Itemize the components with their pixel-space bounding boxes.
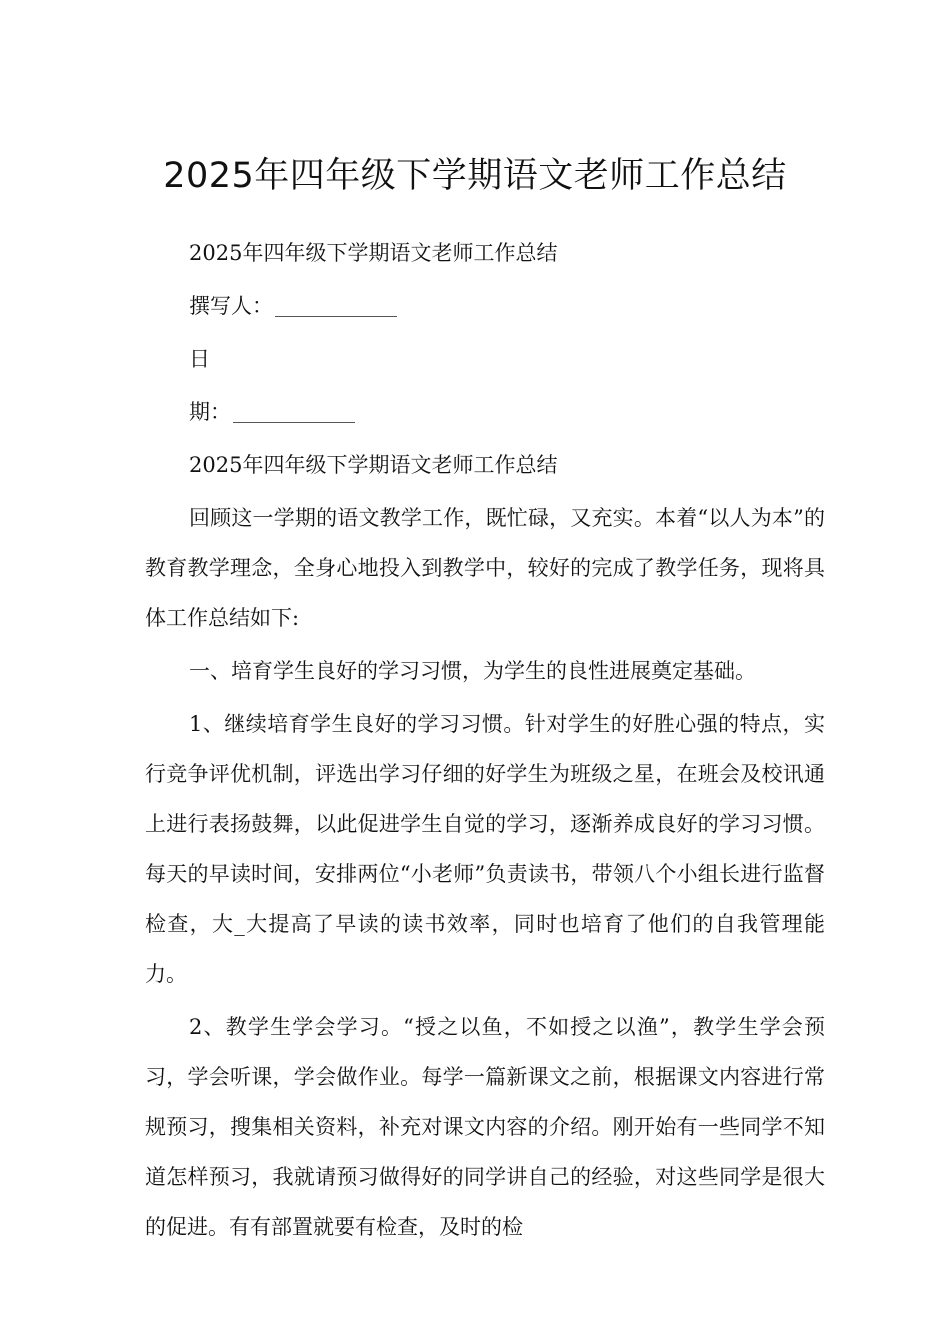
- document-title: 2025年四年级下学期语文老师工作总结: [163, 156, 787, 197]
- date-label-line: 日: [189, 347, 210, 371]
- author-blank: [275, 294, 397, 317]
- section-heading-1: 一、培育学生良好的学习习惯，为学生的良性进展奠定基础。: [189, 659, 756, 683]
- author-line: [145, 281, 825, 331]
- subtitle-line: 2025年四年级下学期语文老师工作总结: [189, 241, 558, 265]
- date-blank: [233, 400, 355, 423]
- author-label: 撰写人：: [189, 294, 273, 318]
- subtitle-line-repeat: 2025年四年级下学期语文老师工作总结: [189, 453, 558, 477]
- date-line: [145, 387, 825, 437]
- paragraph-intro: 回顾这一学期的语文教学工作，既忙碌，又充实。本着“以人为本”的教育教学理念，全身心地投入到教学中，较好的完成了教学任务，现将具体工作总结如下:: [145, 506, 825, 630]
- paragraph-item-2: 2、教学生学会学习。“授之以鱼，不如授之以渔”，教学生学会预习，学会听课，学会做作业。每学一篇新课文之前，根据课文内容进行常规预习，搜集相关资料，补充对课文内容的介绍。刚开始有一些同学不知道怎样预习，我就请预习做得好的同学讲自己的经验，对这些同学是很大的促进。有有部置就要有检查，及时的检: [145, 1015, 825, 1239]
- date-label: 期：: [189, 400, 231, 424]
- paragraph-item-1: 1、继续培育学生良好的学习习惯。针对学生的好胜心强的特点，实行竞争评优机制，评选出学习仔细的好学生为班级之星，在班会及校讯通上进行表扬鼓舞，以此促进学生自觉的学习，逐渐养成良好的学习习惯。每天的早读时间，安排两位“小老师”负责读书，带领八个小组长进行监督检查，大_大提高了早读的读书效率，同时也培育了他们的自我管理能力。: [145, 712, 825, 986]
- document-body: [145, 228, 825, 1255]
